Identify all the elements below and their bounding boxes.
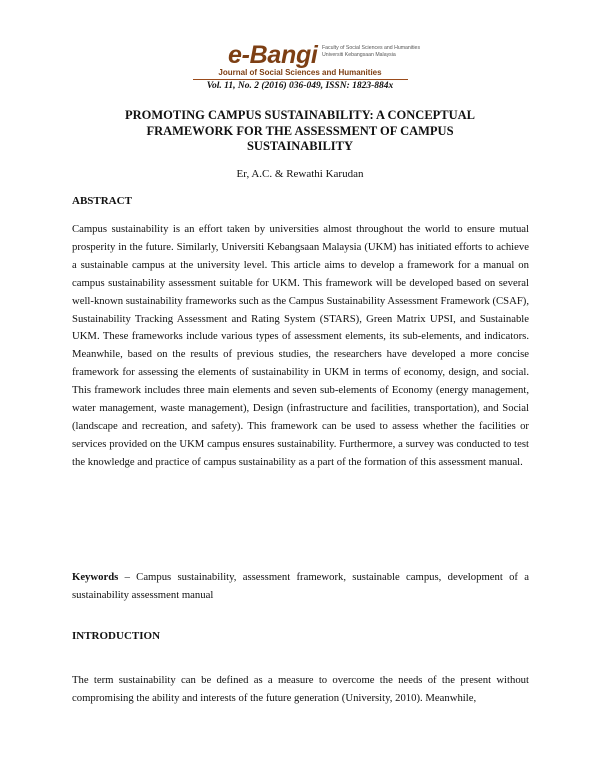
logo-side-line: Faculty of Social Sciences and Humanities [322,45,421,51]
logo-text: e-Bangi [228,41,318,69]
journal-name: Journal of Social Sciences and Humanities [218,68,382,77]
abstract-heading: ABSTRACT [72,195,132,207]
logo-side-text [322,45,420,59]
volume-info: Vol. 11, No. 2 (2016) 036-049, ISSN: 1823-884x [206,81,394,91]
masthead-divider [193,79,408,80]
keywords-text: – Campus sustainability, assessment framework, sustainable campus, development of a sustainability assessment manual [72,571,529,601]
introduction-text: The term sustainability can be defined as a measure to overcome the needs of the present without compromising the ability and interests of the future generation (University, 2010). Meanwhile, [72,674,529,704]
journal-masthead [0,40,600,91]
keywords-paragraph [72,569,529,605]
logo-side-line: Universiti Kebangsaan Malaysia [322,52,396,58]
journal-logo [228,40,318,70]
abstract-text: Campus sustainability is an effort taken by universities almost throughout the world to ensure mutual prosperity in the future. Similarly, Universiti Kebangsaan Malaysia (UKM) has initiated efforts to achieve a sustainable campus at the university level. This article aims to develop a framework for a manual on campus sustainability assessment suitable for UKM. This framework will be developed based on several well-known sustainability frameworks such as the Campus Sustainability Assessment Framework (CSAF), Sustainability Tracking Assessment and Rating System (STARS), Green Matrix UPSI, and Sustainable UKM. These frameworks include various types of assessment elements, its sub-elements, and indicators. Meanwhile, based on the results of previous studies, the researchers have developed a more concise framework for assessing the elements of sustainability in UKM in terms of economy, design, and social. This framework includes three main elements and seven sub-elements of Economy (energy management, water management, waste management), Design (infrastructure and facilities, transportation), and Social (landscape and recreation, and safety). This framework can be used to assess whether the facilities or services provided on the UKM campus ensures sustainability. Furthermore, a survey was conducted to test the knowledge and practice of campus sustainability as a part of the formation of this assessment manual. [72,223,529,468]
article-title: PROMOTING CAMPUS SUSTAINABILITY: A CONCEPTUAL FRAMEWORK FOR THE ASSESSMENT OF CAMPUS SUSTAINABILITY [124,108,476,153]
keywords-label: Keywords [72,571,119,583]
article-authors: Er, A.C. & Rewathi Karudan [236,168,364,180]
introduction-heading: INTRODUCTION [72,630,161,642]
